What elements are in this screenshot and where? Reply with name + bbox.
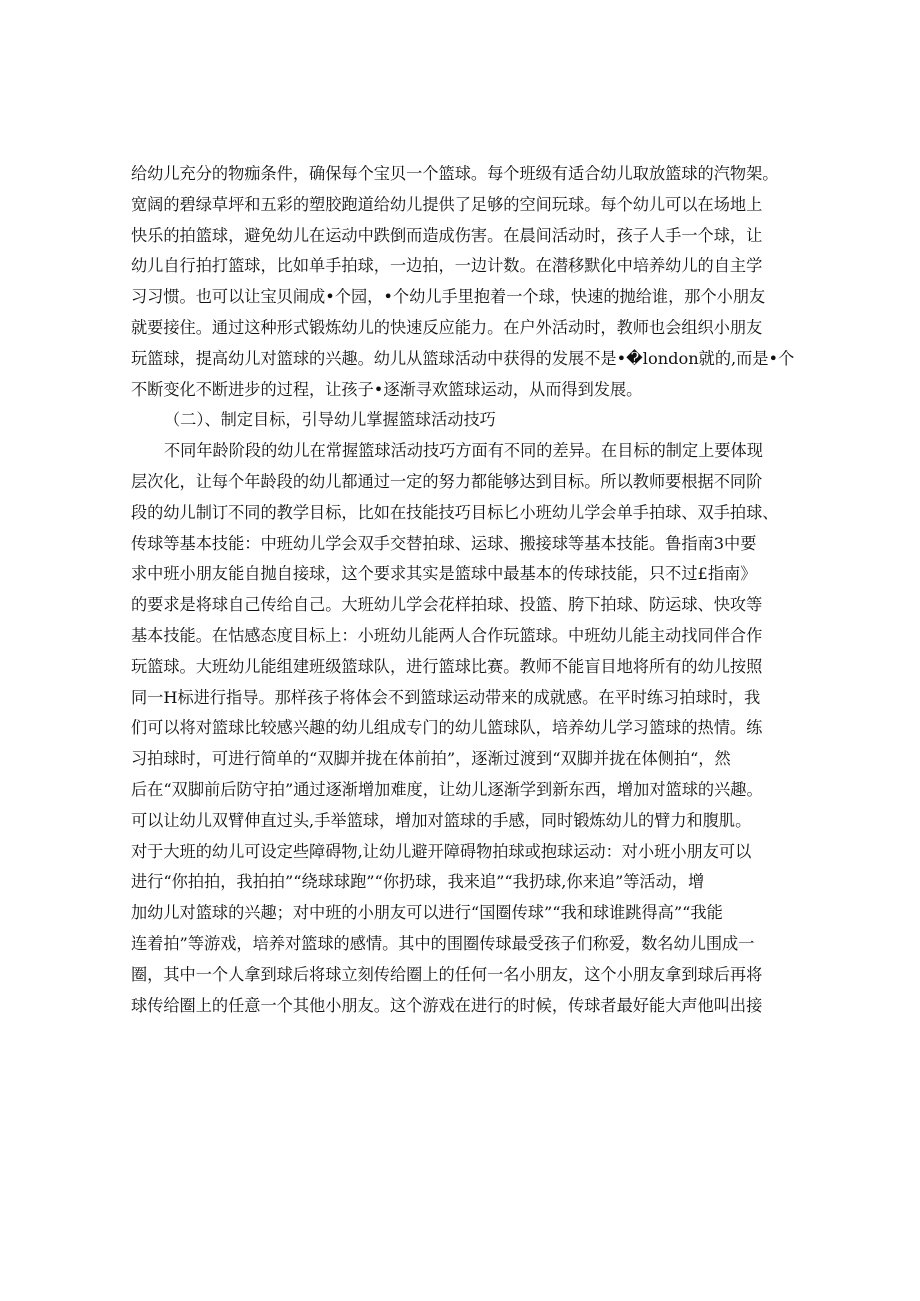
section-heading: （二）、制定目标，引导幼儿掌握篮球活动技巧 <box>164 410 496 430</box>
text-line: 快乐的拍篮球，避免幼儿在运动中跌倒而造成伤害。在晨间活动时，孩子人手一个球，让 <box>131 225 763 245</box>
text-line: 宽阔的碧绿草坪和五彩的塑胶跑道给幼儿提供了足够的空间玩球。每个幼儿可以在场地上 <box>131 194 763 214</box>
text-line: 们可以将对篮球比较感兴趣的幼儿组成专门的幼儿篮球队，培养幼儿学习篮球的热情。练 <box>131 718 763 738</box>
paragraph-2 <box>131 436 803 1021</box>
text-line: 不断变化不断进步的过程，让孩子•逐渐寻欢篮球运动，从而得到发展。 <box>131 379 643 399</box>
text-line: 层次化，让每个年龄段的幼儿都通过一定的努力都能够达到目标。所以教师要根据不同阶 <box>131 471 763 491</box>
text-line: 习习惯。也可以让宝贝闹成•个园，•个幼儿手里抱着一个球，快速的抛给谁，那个小朋友 <box>131 287 766 307</box>
text-line: 基本技能。在怙感态度目标上：小班幼儿能两人合作玩篮球。中班幼儿能主动找同伴合作 <box>131 625 763 645</box>
text-line: 幼儿自行拍打篮球，比如单手拍球，一边拍，一边计数。在潜移默化中培养幼儿的自主学 <box>131 256 763 276</box>
text-line: 的要求是将球自己传给自己。大班幼儿学会花样拍球、投篮、胯下拍球、防运球、快攻等 <box>131 595 763 615</box>
text-line: 对于大班的幼儿可设定些障碍物,让幼儿避开障碍物拍球或抱球运动：对小班小朋友可以 <box>131 841 752 861</box>
text-line: 给幼儿充分的物痂条件，确保每个宝贝一个篮球。每个班级有适合幼儿取放篮球的汽物架。 <box>131 164 779 183</box>
text-line: 进行“你拍拍，我拍拍”“绕球球跑”“你扔球，我来追”“我扔球,你来追”等活动，增 <box>131 872 705 892</box>
text-line: 玩篮球。大班幼儿能组建班级篮球队，进行篮球比赛。教师不能盲目地将所有的幼儿按照 <box>131 656 763 676</box>
text-line: 段的幼儿制订不同的教学目标，比如在技能技巧目标匕小班幼儿学会单手拍球、双手拍球、 <box>131 502 779 522</box>
text-line: 圈，其中一个人拿到球后将球立刻传给圈上的任何一名小朋友，这个小朋友拿到球后再将 <box>131 964 763 984</box>
text-line: 求中班小朋友能自抛自接球，这个要求其实是篮球中最基本的传球技能，只不过£指南》 <box>131 564 757 584</box>
text-line: 玩篮球，提高幼儿对篮球的兴趣。幼儿从篮球活动中获得的发展不是•�london就的,而是•个 <box>131 348 795 368</box>
text-line: 加幼儿对篮球的兴趣；对中班的小朋友可以进行“国圈传球”“我和球谁跳得高”“我能 <box>131 903 723 923</box>
text-line: 后在“双脚前后防守拍”通过逐渐增加难度，让幼儿逐渐学到新东西，增加对篮球的兴趣。 <box>131 779 763 799</box>
text-line: 连着拍”等游戏，培养对篮球的感情。其中的围圈传球最受孩子们称爱，数名幼儿围成一 <box>131 933 755 953</box>
text-line: 传球等基本技能：中班幼儿学会双手交替拍球、运球、搬接球等基本技能。鲁指南3中要 <box>131 533 757 553</box>
text-line: 可以让幼儿双臂伸直过头,手举篮球，增加对篮球的手感，同时锻炼幼儿的臂力和腹肌。 <box>131 810 752 830</box>
paragraph-1 <box>131 159 803 405</box>
text-line: 就要接住。通过这种形式锻炼幼儿的快速反应能力。在户外活动时，教师也会组织小朋友 <box>131 317 763 337</box>
text-line: 习拍球时，可进行简单的“双脚并拢在体前拍”，逐渐过渡到“双脚并拢在体侧拍“，然 <box>131 749 731 769</box>
text-line: 球传给圈上的任意一个其他小朋友。这个游戏在进行的时候，传球者最好能大声他叫出接 <box>131 995 763 1015</box>
body-text <box>131 159 803 1021</box>
text-line: 同一H标进行指导。那样孩子将体会不到篮球运动带来的成就感。在平时练习拍球时，我 <box>131 687 761 707</box>
text-line: 不同年龄阶段的幼儿在常握篮球活动技巧方面有不同的差异。在目标的制定上要体现 <box>164 441 763 461</box>
